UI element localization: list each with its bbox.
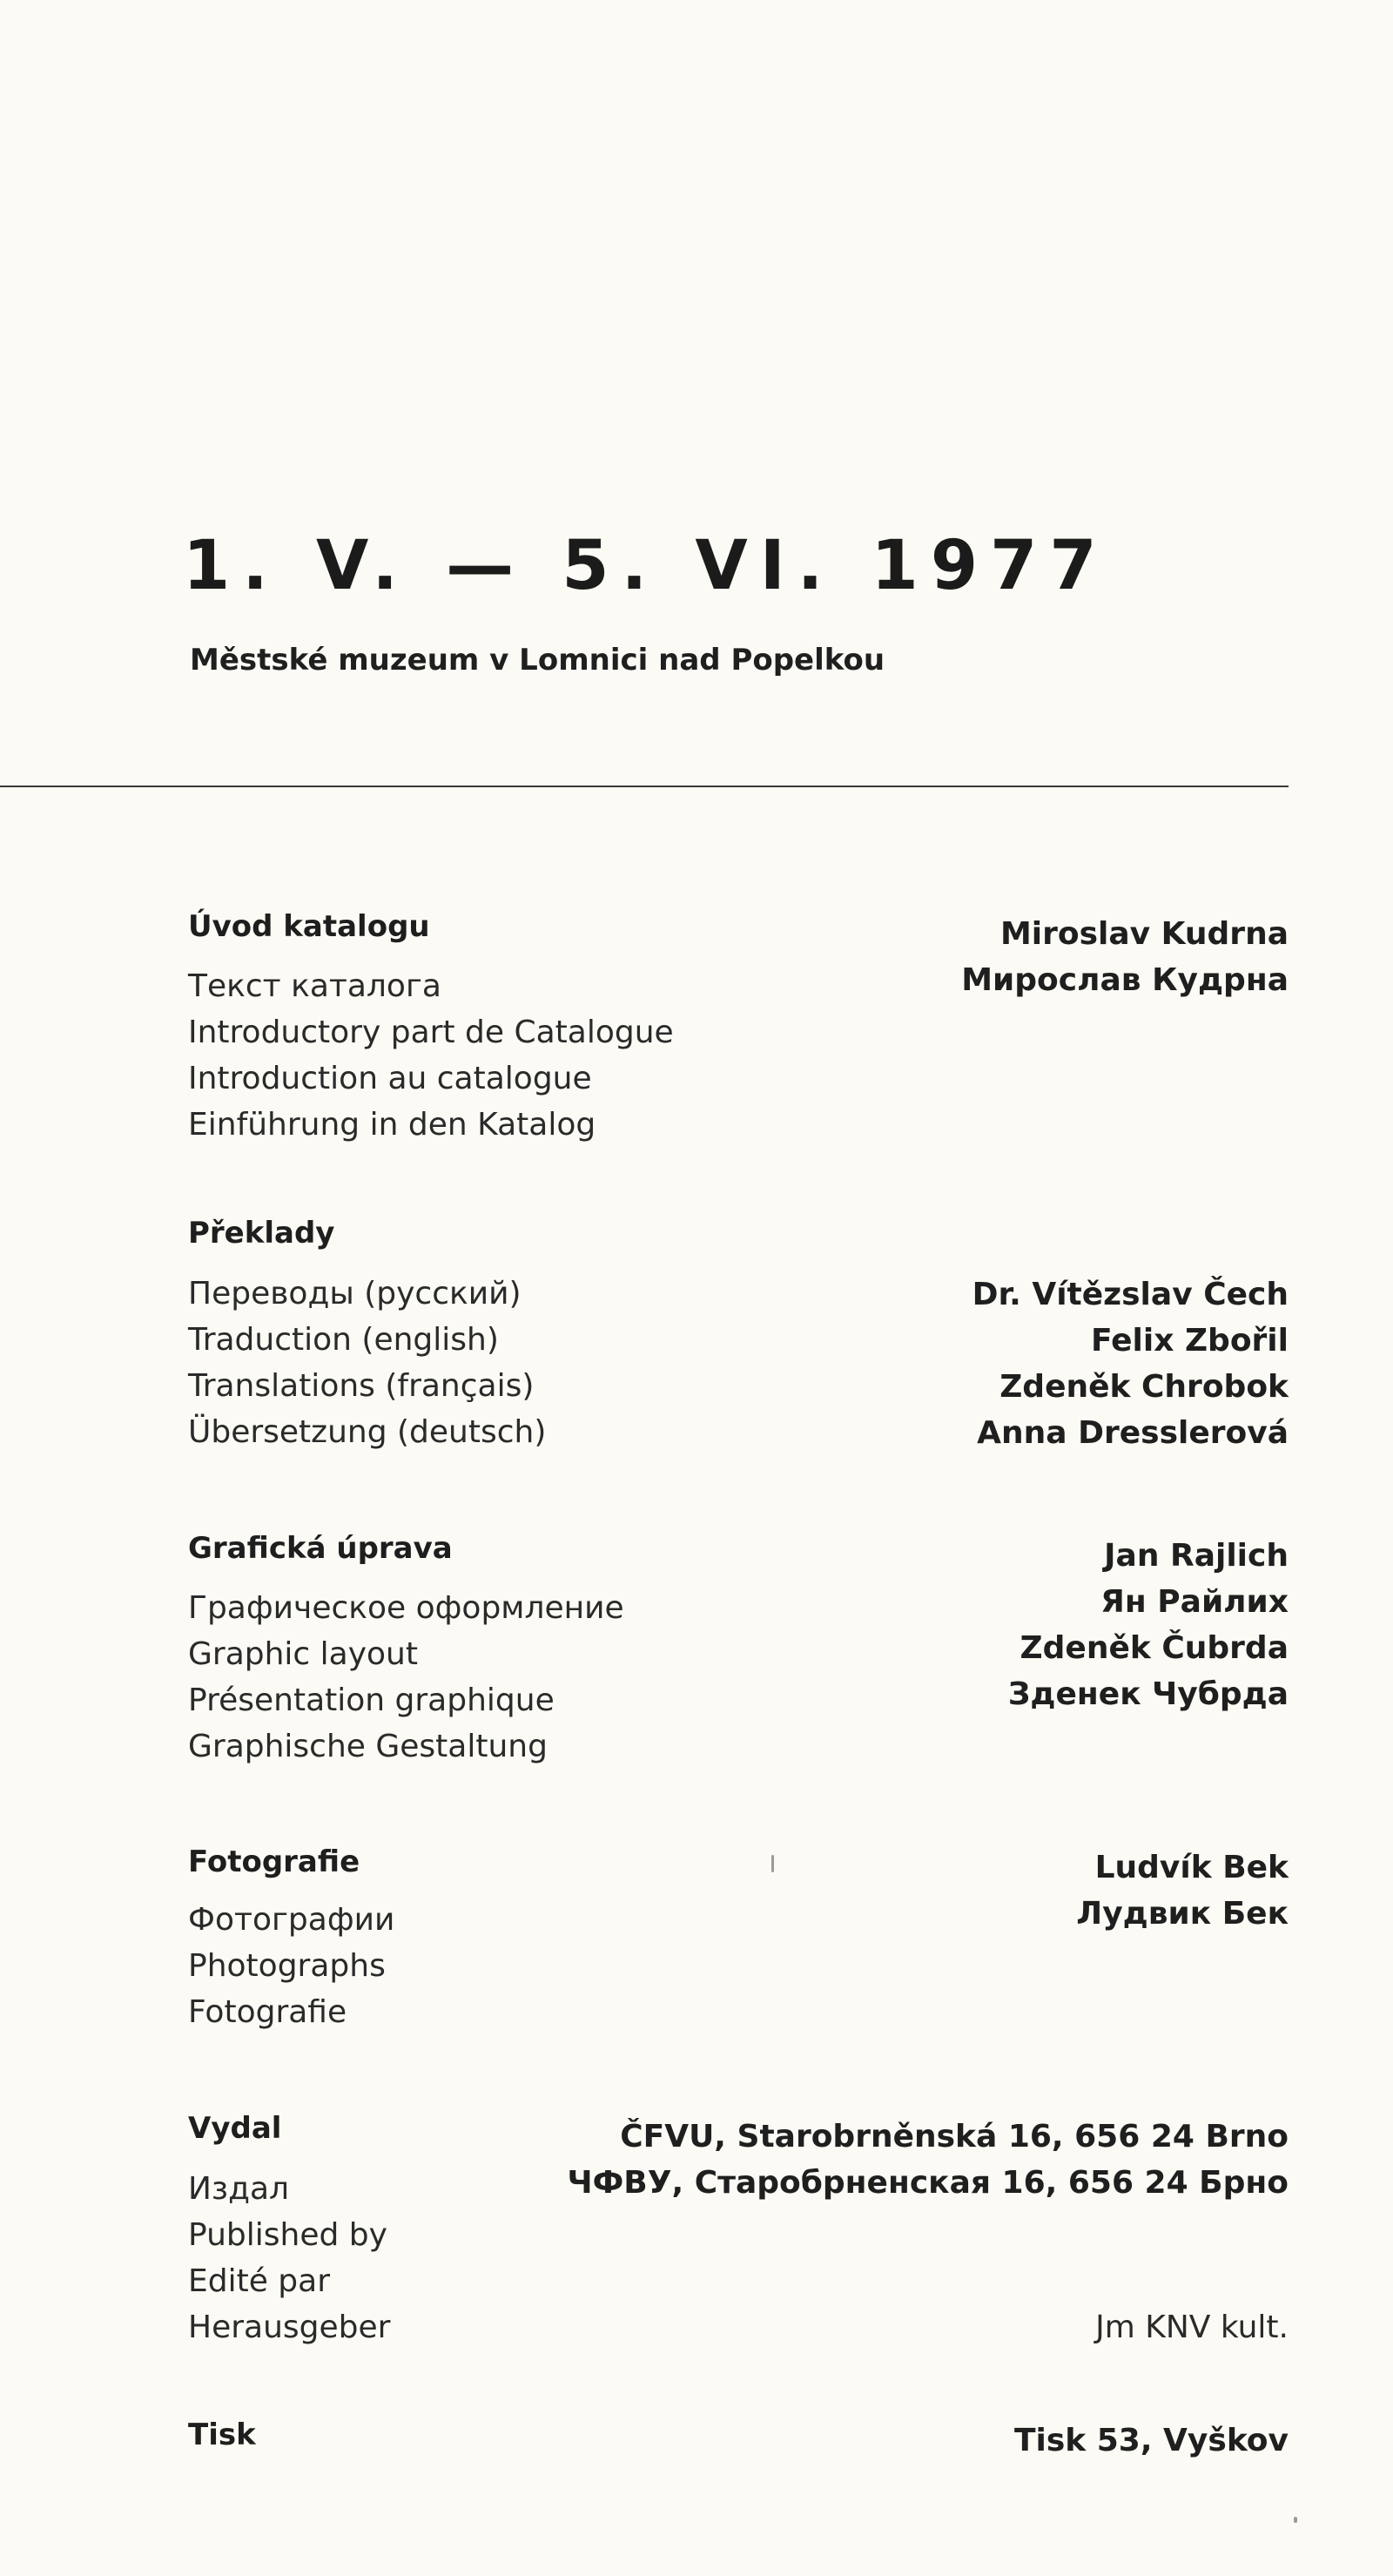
designer-2-cyrillic: Зденек Чубрда: [1007, 1676, 1289, 1712]
section-publisher-heading: Vydal: [188, 2111, 282, 2146]
horizontal-divider: [0, 786, 1289, 787]
section-design-names: [1008, 1533, 1289, 1717]
design-line-de: Graphische Gestaltung: [188, 1729, 548, 1764]
printer-name: Tisk 53, Vyškov: [1013, 2423, 1289, 2458]
designer-1-latin: Jan Rajlich: [1104, 1538, 1289, 1574]
section-publisher-lines: [188, 2166, 390, 2350]
publisher-line-fr: Edité par: [188, 2263, 331, 2299]
translations-line-de: Übersetzung (deutsch): [188, 1414, 547, 1450]
photographer-latin: Ludvík Bek: [1094, 1850, 1289, 1885]
section-translations-heading: Překlady: [188, 1216, 335, 1251]
section-photos-heading: Fotografie: [188, 1844, 360, 1879]
section-print-names: [1014, 2418, 1289, 2464]
design-line-ru: Графическое оформление: [188, 1590, 624, 1626]
section-photos-lines: [188, 1897, 394, 2035]
intro-line-ru: Текст каталога: [188, 968, 441, 1004]
designer-2-latin: Zdeněk Čubrda: [1020, 1630, 1289, 1666]
design-line-en: Graphic layout: [188, 1636, 418, 1672]
section-intro-names: [961, 911, 1289, 1003]
intro-line-fr: Introduction au catalogue: [188, 1061, 592, 1096]
section-translations-names: [972, 1271, 1289, 1456]
intro-line-de: Einführung in den Katalog: [188, 1107, 596, 1143]
translator-ru: Dr. Vítězslav Čech: [972, 1277, 1289, 1312]
publisher-line-en: Published by: [188, 2217, 387, 2253]
translator-de: Anna Dresslerová: [977, 1415, 1289, 1451]
exhibition-venue: Městské muzeum v Lomnici nad Popelkou: [190, 643, 885, 678]
intro-line-en: Introductory part de Catalogue: [188, 1015, 674, 1050]
translator-en: Felix Zbořil: [1090, 1323, 1289, 1359]
translations-line-fr: Translations (français): [188, 1368, 535, 1404]
section-publisher-names: [568, 2114, 1289, 2206]
paper-speck: [1294, 2517, 1297, 2523]
exhibition-date-range: 1. V. — 5. VI. 1977: [183, 527, 1109, 605]
translations-line-ru: Переводы (русский): [188, 1276, 522, 1312]
translations-line-en: Traduction (english): [188, 1322, 499, 1358]
intro-name-latin: Miroslav Kudrna: [999, 916, 1289, 952]
paper-speck: [771, 1855, 774, 1872]
publisher-line-de: Herausgeber: [188, 2310, 391, 2345]
publisher-address-cyrillic: ЧФВУ, Старобрненская 16, 656 24 Брно: [567, 2165, 1289, 2201]
photos-line-fr: Fotografie: [188, 1994, 347, 2030]
designer-1-cyrillic: Ян Райлих: [1100, 1584, 1289, 1620]
photos-line-en: Photographs: [188, 1948, 386, 1984]
section-photos-names: [1076, 1844, 1289, 1937]
publisher-line-ru: Издал: [188, 2171, 290, 2207]
publisher-note: Jm KNV kult.: [1095, 2310, 1289, 2345]
intro-name-cyrillic: Мирослав Кудрна: [961, 962, 1289, 998]
section-intro-lines: [188, 963, 674, 1148]
translator-fr: Zdeněk Chrobok: [999, 1369, 1289, 1405]
section-design-lines: [188, 1585, 624, 1770]
design-line-fr: Présentation graphique: [188, 1682, 555, 1718]
photos-line-ru: Фотографии: [188, 1902, 395, 1938]
section-print-heading: Tisk: [188, 2418, 256, 2452]
section-intro-heading: Úvod katalogu: [188, 909, 430, 944]
publisher-address-latin: ČFVU, Starobrněnská 16, 656 24 Brno: [620, 2119, 1289, 2155]
section-translations-lines: [188, 1271, 546, 1455]
section-design-heading: Grafická úprava: [188, 1531, 453, 1566]
photographer-cyrillic: Лудвик Бек: [1076, 1896, 1289, 1932]
